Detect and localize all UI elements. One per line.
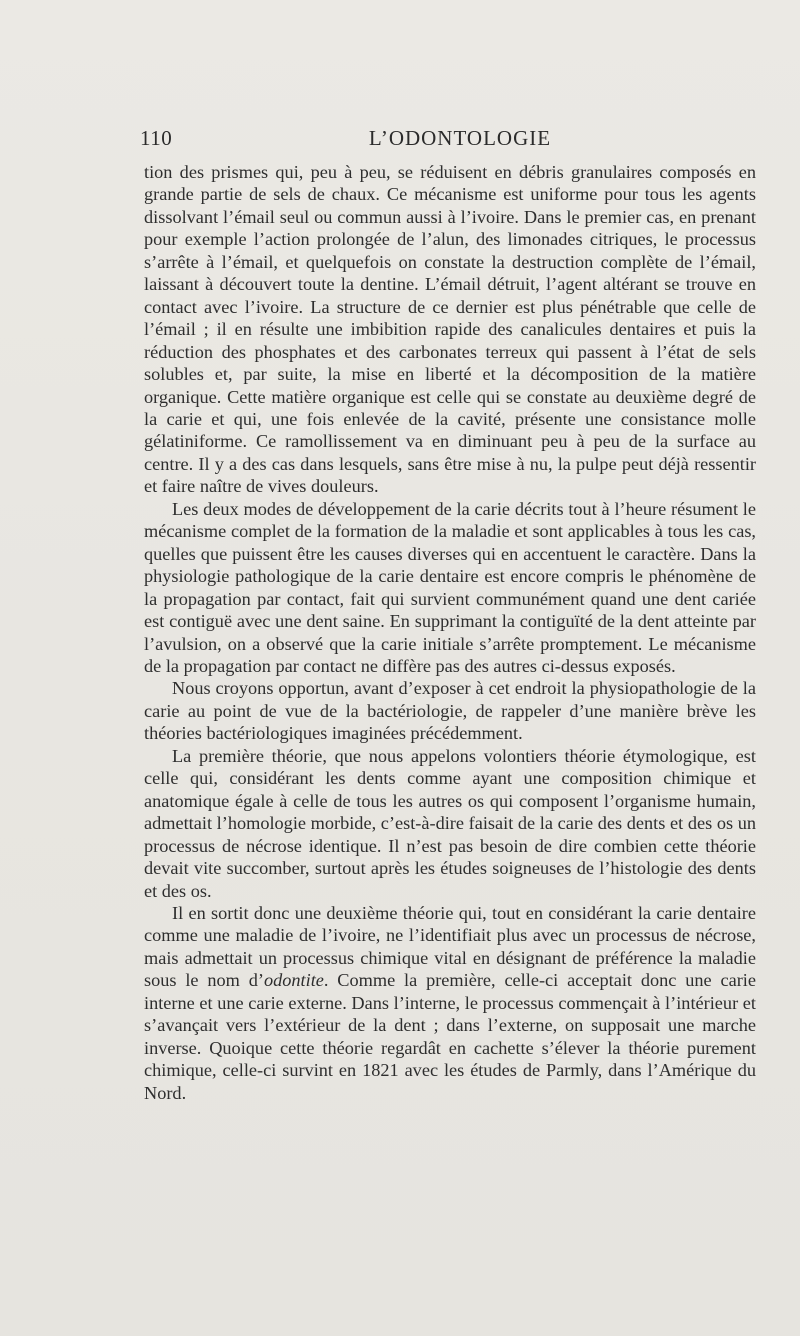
paragraph-2: Les deux modes de développement de la carie décrits tout à l’heure résument le mécanisme complet de la formation de la maladie et sont applicables à tous les cas, quelles que puissent être les causes diverses qui en accentuent le caractère. Dans la physiologie pathologique de la carie dentaire est encore compris le phénomène de la propagation par contact, fait qui survient communément quand une dent cariée est contiguë avec une dent saine. En supprimant la contiguïté de la dent atteinte par l’avulsion, on a observé que la carie initiale s’arrête promptement. Le mécanisme de la propagation par contact ne diffère pas des autres ci-dessus exposés.: [144, 498, 756, 676]
paragraph-5-text-after: . Comme la première, celle-ci acceptait donc une carie interne et une carie externe. Dans l’interne, le processus commençait à l’intérieur et s’avançait vers l’extérieur de la dent ; dans l’externe, on supposait une marche inverse. Quoique cette théorie regardât en cachette s’élever la théorie purement chimique, celle-ci survint en 1821 avec les études de Parmly, dans l’Amérique du Nord.: [144, 970, 756, 1103]
page-number: 110: [140, 126, 173, 150]
paragraph-5: [144, 902, 756, 1104]
running-title: L’ODONTOLOGIE: [368, 126, 552, 150]
paragraph-5-italic-term: odontite: [263, 970, 324, 991]
paragraph-4: La première théorie, que nous appelons volontiers théorie étymologique, est celle qui, considérant les dents comme ayant une composition chimique et anatomique égale à celle de tous les autres os qui composent l’organisme humain, admettait l’homologie morbide, c’est-à-dire faisait de la carie des dents et des os un processus de nécrose identique. Il n’est pas besoin de dire combien cette théorie devait vite succomber, surtout après les études soigneuses de l’histologie des dents et des os.: [144, 745, 756, 901]
paragraph-5-text-before: Il en sortit donc une deuxième théorie qui, tout en considérant la carie dentaire comme une maladie de l’ivoire, ne l’identifiait plus avec un processus de nécrose, mais admettait un processus chimique vital en désignant de préférence la maladie sous le nom d’: [144, 902, 756, 991]
page-header: [140, 126, 760, 156]
paragraph-1: tion des prismes qui, peu à peu, se réduisent en débris granulaires composés en grande partie de sels de chaux. Ce mécanisme est uniforme pour tous les agents dissolvant l’émail seul ou commun aussi à l’ivoire. Dans le premier cas, en prenant pour exemple l’action prolongée de l’alun, des limonades citriques, le processus s’arrête à l’émail, et quelquefois on constate la destruction complète de l’émail, laissant à découvert toute la dentine. L’émail détruit, l’agent altérant se trouve en contact avec l’ivoire. La structure de ce dernier est plus pénétrable que celle de l’émail ; il en résulte une imbibition rapide des canalicules dentaires et puis la réduction des phosphates et des carbonates terreux qui passent à l’état de sels solubles et, par suite, la mise en liberté et la décomposition de la matière organique. Cette matière organique est celle qui se constate au deuxième degré de la carie et qui, une fois enlevée de la cavité, présente une consistance molle gélatiniforme. Ce ramollissement va en diminuant peu à peu de la surface au centre. Il y a des cas dans lesquels, sans être mise à nu, la pulpe peut déjà ressentir et faire naître de vives douleurs.: [144, 162, 756, 497]
body-text: [144, 161, 756, 1104]
paragraph-3: Nous croyons opportun, avant d’exposer à cet endroit la physiopathologie de la carie au point de vue de la bactériologie, de rappeler d’une manière brève les théories bactériologiques imaginées précédemment.: [144, 678, 756, 744]
